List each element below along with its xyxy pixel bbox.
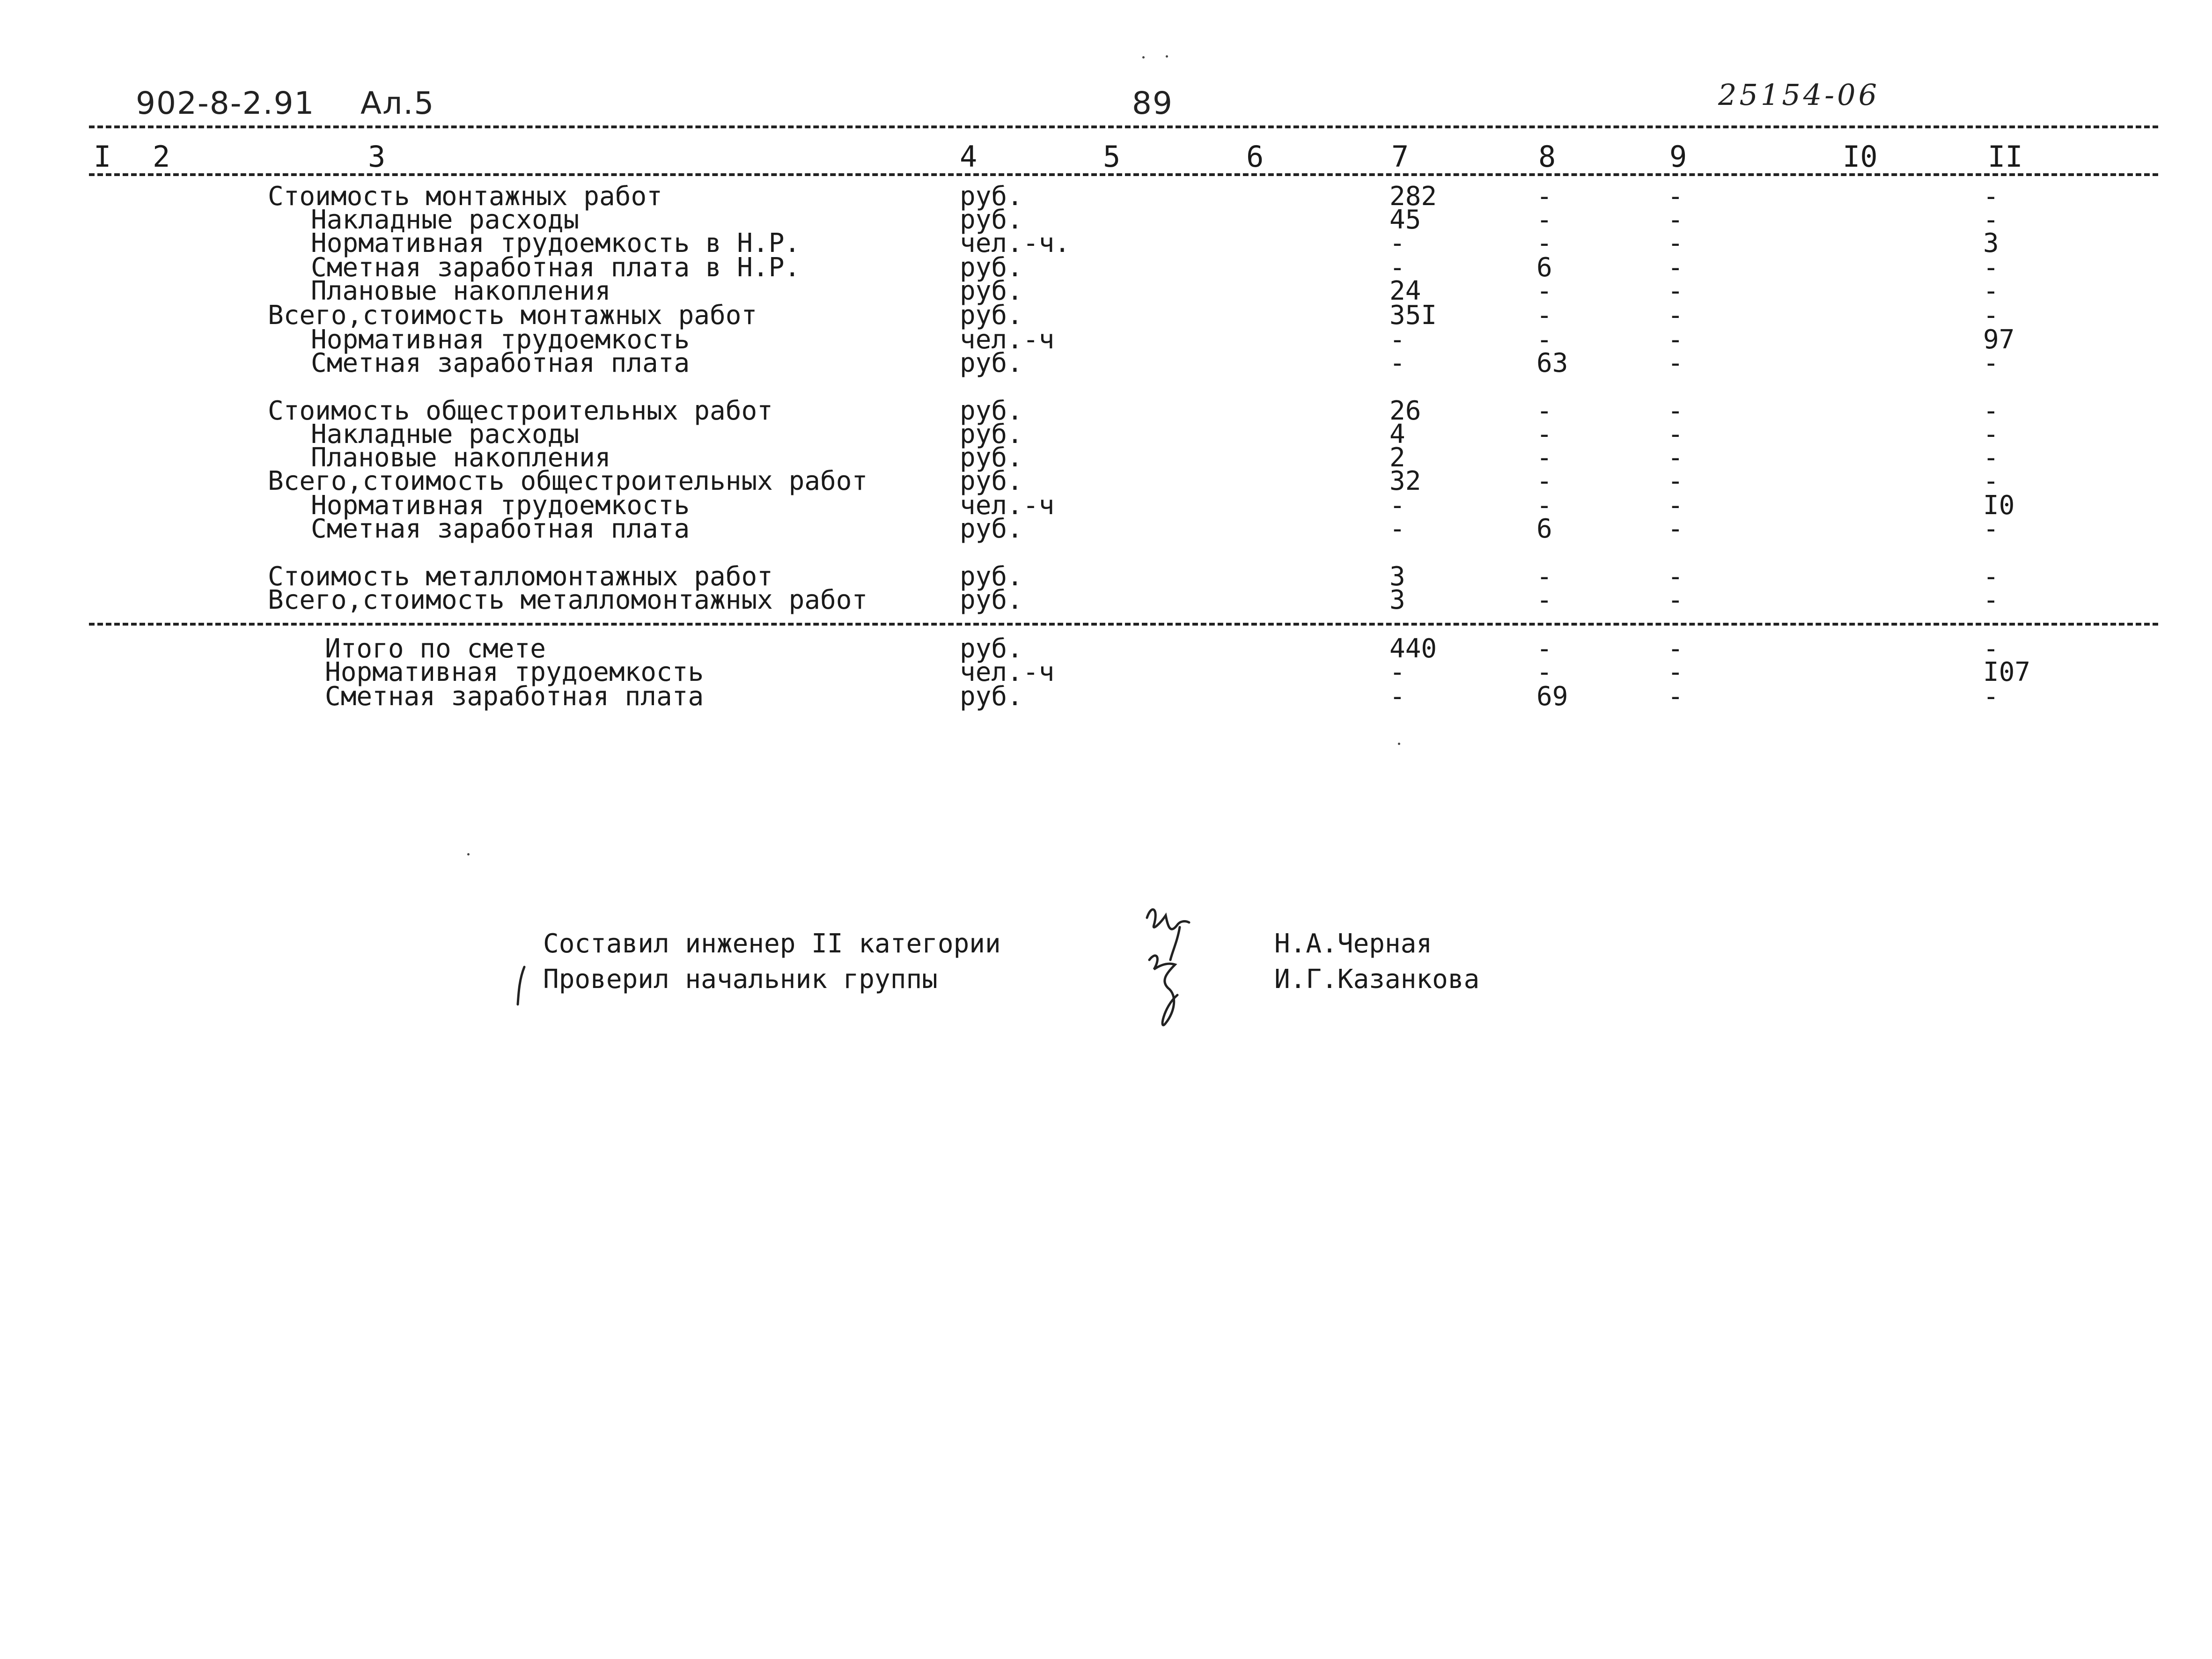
cell-col-9: -: [1668, 514, 1683, 544]
row-label: Итого по смете: [325, 634, 546, 664]
cell-col-7: -: [1389, 490, 1405, 521]
cell-col-9: -: [1668, 681, 1683, 712]
cell-col-9: -: [1668, 585, 1683, 615]
row-unit: руб.: [960, 585, 1023, 615]
column-number: 3: [368, 140, 386, 174]
row-unit: руб.: [960, 442, 1023, 473]
handwritten-signatures: [1133, 899, 1203, 1040]
cell-col-7: 3: [1389, 585, 1405, 615]
cell-col-9: -: [1668, 205, 1683, 235]
cell-col-8: -: [1536, 396, 1552, 426]
column-number: 4: [960, 140, 977, 174]
row-unit: чел.-ч.: [960, 228, 1071, 258]
cell-col-8: -: [1536, 300, 1552, 331]
row-unit: руб.: [960, 181, 1023, 212]
row-label: Сметная заработная плата: [311, 514, 690, 544]
cell-col-7: 4: [1389, 419, 1405, 450]
cell-col-9: -: [1668, 276, 1683, 306]
totals-divider: [89, 623, 2158, 626]
cell-col-7: 440: [1389, 634, 1437, 664]
row-label: Всего,стоимость монтажных работ: [268, 300, 757, 331]
compiled-by-role: Составил инженер II категории: [543, 929, 1001, 959]
cell-col-11: -: [1983, 181, 1999, 212]
cell-col-11: -: [1983, 585, 1999, 615]
row-unit: руб.: [960, 252, 1023, 283]
cell-col-11: -: [1983, 205, 1999, 235]
cell-col-8: -: [1536, 490, 1552, 521]
cell-col-8: -: [1536, 228, 1552, 258]
table-row: [0, 514, 2212, 544]
cell-col-9: -: [1668, 300, 1683, 331]
cell-col-11: -: [1983, 442, 1999, 473]
cell-col-9: -: [1668, 466, 1683, 496]
cell-col-8: 6: [1536, 252, 1552, 283]
cell-col-7: 35I: [1389, 300, 1437, 331]
compiled-by-name: Н.А.Черная: [1274, 929, 1433, 959]
cell-col-9: -: [1668, 490, 1683, 521]
cell-col-11: -: [1983, 466, 1999, 496]
cell-col-9: -: [1668, 657, 1683, 687]
cell-col-8: -: [1536, 205, 1552, 235]
row-unit: руб.: [960, 396, 1023, 426]
row-label: Накладные расходы: [311, 419, 580, 450]
cell-col-7: 26: [1389, 396, 1421, 426]
cell-col-11: I07: [1983, 657, 2031, 687]
cell-col-11: -: [1983, 300, 1999, 331]
row-label: Стоимость металломонтажных работ: [268, 561, 773, 592]
cell-col-11: -: [1983, 681, 1999, 712]
header-divider: [89, 125, 2158, 128]
row-label: Нормативная трудоемкость: [325, 657, 704, 687]
cell-col-8: -: [1536, 561, 1552, 592]
cell-col-7: -: [1389, 657, 1405, 687]
cell-col-9: -: [1668, 181, 1683, 212]
row-label: Плановые накопления: [311, 276, 611, 306]
cell-col-11: 3: [1983, 228, 1999, 258]
cell-col-7: -: [1389, 681, 1405, 712]
cell-col-8: -: [1536, 276, 1552, 306]
cell-col-8: -: [1536, 181, 1552, 212]
row-label: Стоимость общестроительных работ: [268, 396, 773, 426]
cell-col-7: -: [1389, 252, 1405, 283]
row-unit: руб.: [960, 514, 1023, 544]
row-unit: чел.-ч: [960, 657, 1055, 687]
table-row: [0, 681, 2212, 712]
cell-col-8: -: [1536, 419, 1552, 450]
row-label: Стоимость монтажных работ: [268, 181, 662, 212]
row-unit: руб.: [960, 634, 1023, 664]
cell-col-7: 32: [1389, 466, 1421, 496]
cell-col-11: -: [1983, 514, 1999, 544]
cell-col-7: -: [1389, 228, 1405, 258]
column-number: 5: [1103, 140, 1121, 174]
row-unit: чел.-ч: [960, 324, 1055, 355]
cell-col-11: I0: [1983, 490, 2015, 521]
cell-col-11: -: [1983, 348, 1999, 378]
cell-col-7: 2: [1389, 442, 1405, 473]
inventory-number: 25154-06: [1718, 78, 1880, 112]
row-label: Всего,стоимость общестроительных работ: [268, 466, 868, 496]
row-label: Сметная заработная плата: [311, 348, 690, 378]
row-label: Всего,стоимость металломонтажных работ: [268, 585, 868, 615]
row-unit: руб.: [960, 348, 1023, 378]
cell-col-9: -: [1668, 348, 1683, 378]
column-number: 2: [153, 140, 170, 174]
cell-col-8: -: [1536, 442, 1552, 473]
cell-col-7: 3: [1389, 561, 1405, 592]
cell-col-9: -: [1668, 634, 1683, 664]
cell-col-8: 6: [1536, 514, 1552, 544]
cell-col-7: -: [1389, 324, 1405, 355]
cell-col-11: -: [1983, 252, 1999, 283]
column-number: 7: [1391, 140, 1409, 174]
column-number: I: [94, 140, 111, 174]
cell-col-8: -: [1536, 585, 1552, 615]
cell-col-9: -: [1668, 442, 1683, 473]
row-unit: руб.: [960, 681, 1023, 712]
album-number: Ал.5: [360, 85, 435, 121]
doc-code: 902-8-2.91: [136, 85, 315, 121]
cell-col-7: 45: [1389, 205, 1421, 235]
cell-col-8: -: [1536, 657, 1552, 687]
row-label: Сметная заработная плата в Н.Р.: [311, 252, 801, 283]
column-number: II: [1988, 140, 2023, 174]
cell-col-9: -: [1668, 228, 1683, 258]
cell-col-8: 63: [1536, 348, 1568, 378]
cell-col-11: 97: [1983, 324, 2015, 355]
cell-col-11: -: [1983, 396, 1999, 426]
cell-col-7: 24: [1389, 276, 1421, 306]
cell-col-9: -: [1668, 252, 1683, 283]
row-label: Нормативная трудоемкость: [311, 324, 690, 355]
cell-col-8: -: [1536, 634, 1552, 664]
cell-col-11: -: [1983, 419, 1999, 450]
speck: [467, 853, 470, 855]
cell-col-8: 69: [1536, 681, 1568, 712]
cell-col-8: -: [1536, 466, 1552, 496]
cell-col-9: -: [1668, 396, 1683, 426]
cell-col-7: 282: [1389, 181, 1437, 212]
row-label: Накладные расходы: [311, 205, 580, 235]
row-label: Плановые накопления: [311, 442, 611, 473]
margin-mark: [515, 965, 529, 1007]
column-number: I0: [1843, 140, 1878, 174]
page-number: 89: [1132, 85, 1173, 121]
cell-col-11: -: [1983, 561, 1999, 592]
cell-col-7: -: [1389, 514, 1405, 544]
checked-by-role: Проверил начальник группы: [543, 964, 938, 995]
cell-col-9: -: [1668, 324, 1683, 355]
cell-col-11: -: [1983, 276, 1999, 306]
column-number: 9: [1669, 140, 1687, 174]
row-label: Сметная заработная плата: [325, 681, 704, 712]
row-unit: чел.-ч: [960, 490, 1055, 521]
speck: [1398, 743, 1400, 745]
column-number: 6: [1246, 140, 1264, 174]
table-row: [0, 585, 2212, 615]
checked-by-name: И.Г.Казанкова: [1274, 964, 1480, 995]
row-unit: руб.: [960, 205, 1023, 235]
row-unit: руб.: [960, 561, 1023, 592]
speck: [1166, 55, 1168, 58]
cell-col-7: -: [1389, 348, 1405, 378]
row-unit: руб.: [960, 466, 1023, 496]
row-label: Нормативная трудоемкость в Н.Р.: [311, 228, 801, 258]
row-unit: руб.: [960, 419, 1023, 450]
cell-col-9: -: [1668, 561, 1683, 592]
table-row: [0, 348, 2212, 378]
row-label: Нормативная трудоемкость: [311, 490, 690, 521]
cell-col-9: -: [1668, 419, 1683, 450]
row-unit: руб.: [960, 276, 1023, 306]
row-unit: руб.: [960, 300, 1023, 331]
speck: [1142, 56, 1145, 59]
column-number: 8: [1538, 140, 1556, 174]
cell-col-11: -: [1983, 634, 1999, 664]
cell-col-8: -: [1536, 324, 1552, 355]
